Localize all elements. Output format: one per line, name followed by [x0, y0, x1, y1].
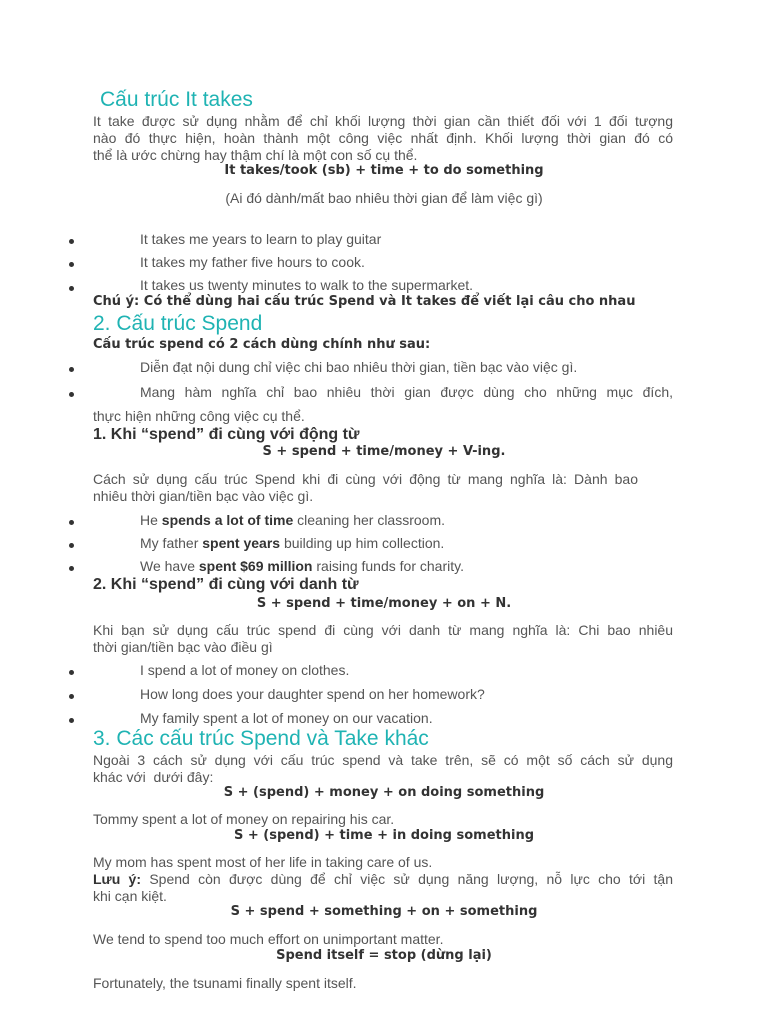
formula-other-2: S + (spend) + time + in doing something: [233, 828, 535, 843]
example-spend-verb-3: We have spent $69 million raising funds for charity.: [140, 558, 464, 574]
note-other-line-2: khi cạn kiệt.: [93, 888, 167, 904]
bullet: [69, 718, 74, 723]
note-other-line-1: Lưu ý: Spend còn được dùng để chỉ việc sử dụng năng lượng, nỗ lực cho tới tận: [93, 871, 673, 887]
intro-line-1: It take được sử dụng nhằm để chỉ khối lượng thời gian cần thiết đối với 1 đối tượng: [93, 113, 673, 129]
bullet: [69, 286, 74, 291]
desc-spend-verb-2: nhiêu thời gian/tiền bạc vào việc gì.: [93, 488, 314, 504]
bullet: [69, 239, 74, 244]
example-spend-noun-1: I spend a lot of money on clothes.: [140, 662, 350, 678]
bullet: [69, 392, 74, 397]
bullet: [69, 520, 74, 525]
note-it-takes: Chú ý: Có thể dùng hai cấu trúc Spend và It takes để viết lại câu cho nhau: [93, 294, 636, 309]
example-spend-verb-2: My father spent years building up him collection.: [140, 535, 445, 551]
example-spend-verb-1: He spends a lot of time cleaning her classroom.: [140, 512, 446, 528]
heading-spend-noun: 2. Khi “spend” đi cùng với danh từ: [93, 576, 359, 593]
use-spend-2-cont: thực hiện những công việc cụ thể.: [93, 408, 305, 424]
intro-line-2: nào đó thực hiện, hoàn thành một công việc nhất định. Khối lượng thời gian đó có: [93, 130, 673, 146]
meaning-it-takes: (Ai đó dành/mất bao nhiêu thời gian để làm việc gì): [225, 190, 543, 206]
example-other-3: We tend to spend too much effort on unimportant matter.: [93, 931, 444, 947]
section-title-other: 3. Các cấu trúc Spend và Take khác: [93, 727, 429, 750]
formula-spend-noun: S + spend + time/money + on + N.: [256, 596, 512, 611]
example-it-takes-2: It takes my father five hours to cook.: [140, 254, 365, 270]
bullet: [69, 543, 74, 548]
intro-other-2: khác với dưới đây:: [93, 769, 214, 785]
bullet: [69, 566, 74, 571]
section-title-it-takes: Cấu trúc It takes: [100, 88, 253, 111]
use-spend-1: Diễn đạt nội dung chỉ việc chi bao nhiêu thời gian, tiền bạc vào việc gì.: [140, 359, 578, 375]
example-spend-noun-2: How long does your daughter spend on her homework?: [140, 686, 485, 702]
desc-spend-noun-2: thời gian/tiền bạc vào điều gì: [93, 639, 273, 655]
bullet: [69, 367, 74, 372]
example-spend-noun-3: My family spent a lot of money on our vacation.: [140, 710, 433, 726]
intro-line-3: thể là ước chừng hay thậm chí là một con số cụ thể.: [93, 147, 418, 163]
example-other-1: Tommy spent a lot of money on repairing his car.: [93, 811, 395, 827]
formula-it-takes: It takes/took (sb) + time + to do something: [224, 163, 544, 178]
desc-spend-noun-1: Khi bạn sử dụng cấu trúc spend đi cùng với danh từ mang nghĩa là: Chi bao nhiêu: [93, 622, 673, 638]
formula-other-1: S + (spend) + money + on doing something: [223, 785, 545, 800]
bullet: [69, 670, 74, 675]
subtitle-spend: Cấu trúc spend có 2 cách dùng chính như sau:: [93, 337, 431, 352]
formula-other-4: Spend itself = stop (dừng lại): [276, 948, 492, 963]
example-other-4: Fortunately, the tsunami finally spent itself.: [93, 975, 357, 991]
bullet: [69, 694, 74, 699]
intro-other-1: Ngoài 3 cách sử dụng với cấu trúc spend và take trên, sẽ có một số cách sử dụng: [93, 752, 673, 768]
example-it-takes-1: It takes me years to learn to play guitar: [140, 231, 382, 247]
desc-spend-verb-1: Cách sử dụng cấu trúc Spend khi đi cùng với động từ mang nghĩa là: Dành bao: [93, 471, 638, 487]
bullet: [69, 262, 74, 267]
formula-other-3: S + spend + something + on + something: [230, 904, 538, 919]
example-other-2: My mom has spent most of her life in taking care of us.: [93, 854, 433, 870]
use-spend-2: Mang hàm nghĩa chỉ bao nhiêu thời gian được dùng cho những mục đích,: [140, 384, 673, 400]
section-title-spend: 2. Cấu trúc Spend: [93, 312, 263, 335]
example-it-takes-3: It takes us twenty minutes to walk to the supermarket.: [140, 277, 474, 293]
heading-spend-verb: 1. Khi “spend” đi cùng với động từ: [93, 426, 360, 443]
formula-spend-verb: S + spend + time/money + V-ing.: [262, 444, 506, 459]
